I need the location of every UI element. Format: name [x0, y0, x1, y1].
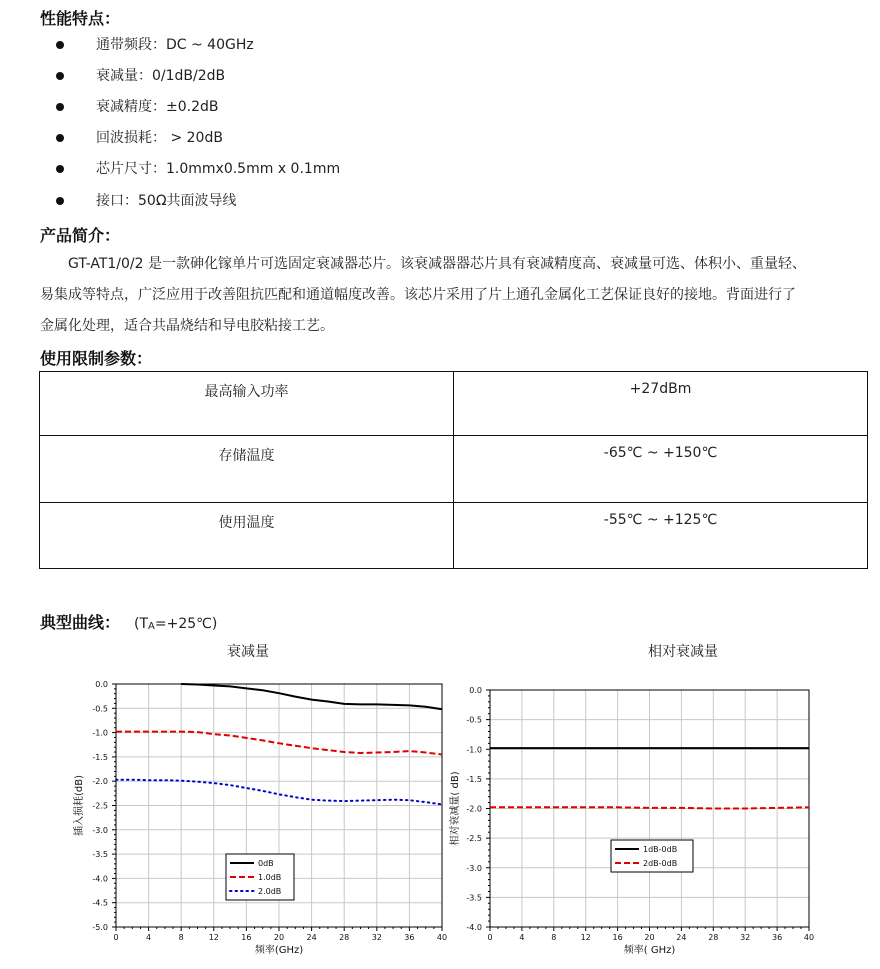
y-tick-label: -3.0: [92, 825, 108, 835]
limits-table: [39, 371, 868, 569]
limits-title: 使用限制参数：: [40, 349, 153, 368]
bullet-icon: [56, 41, 64, 49]
value-cell: -55℃ ~ +125℃: [454, 503, 868, 569]
x-tick-label: 16: [241, 933, 252, 942]
chart-title-relative-attenuation: 相对衰减量: [648, 644, 718, 660]
table-row: [40, 372, 868, 436]
table-row: [40, 436, 868, 503]
legend-label: 1.0dB: [258, 873, 282, 882]
y-tick-label: -4.5: [92, 898, 108, 908]
y-tick-label: -4.0: [92, 874, 108, 884]
bullet-icon: [56, 165, 64, 173]
y-tick-label: -0.5: [466, 715, 482, 725]
y-tick-label: -4.0: [466, 923, 482, 932]
y-tick-label: 0.0: [469, 686, 482, 695]
x-tick-label: 8: [551, 933, 557, 942]
typical-title: 典型曲线：: [40, 613, 121, 632]
x-tick-label: 36: [404, 933, 415, 942]
x-tick-label: 40: [803, 933, 815, 942]
intro-line: 易集成等特点，广泛应用于改善阻抗匹配和通道幅度改善。该芯片采用了片上通孔金属化工艺保证良好的接地。背面进行了: [40, 287, 796, 303]
value-cell: +27dBm: [454, 372, 868, 436]
param-cell: 存储温度: [40, 436, 454, 503]
y-tick-label: -1.0: [92, 728, 108, 738]
bullet-icon: [56, 134, 64, 142]
y-tick-label: -1.0: [466, 745, 482, 755]
x-tick-label: 20: [644, 933, 655, 942]
x-axis-label: 频率( GHz): [623, 945, 676, 956]
x-tick-label: 40: [436, 933, 448, 942]
y-tick-label: -0.5: [92, 704, 108, 714]
typical-title-row: [40, 610, 217, 633]
x-tick-label: 12: [208, 933, 219, 942]
x-tick-label: 20: [273, 933, 285, 942]
x-tick-label: 24: [676, 933, 687, 942]
y-tick-label: -5.0: [92, 923, 108, 932]
intro-line: 金属化处理，适合共晶烧结和导电胶粘接工艺。: [40, 318, 334, 334]
table-row: [40, 503, 868, 569]
x-tick-label: 4: [519, 933, 525, 942]
temperature-condition: $(T_A=+25℃)$: [134, 616, 218, 632]
x-tick-label: 36: [772, 933, 783, 942]
x-tick-label: 12: [580, 933, 591, 942]
value-cell: -65℃ ~ +150℃: [454, 436, 868, 503]
y-tick-label: -2.5: [92, 801, 108, 811]
chart-title-attenuation: 衰减量: [227, 644, 269, 660]
legend-label: 2.0dB: [258, 887, 282, 896]
relative-attenuation-chart: [446, 680, 826, 964]
y-tick-label: -3.5: [466, 893, 482, 903]
intro-paragraph: [40, 249, 860, 342]
param-cell: 使用温度: [40, 503, 454, 569]
intro-line: GT-AT1/0/2 是一款砷化镓单片可选固定衰减器芯片。该衰减器器芯片具有衰减精度高、衰减量可选、体积小、重量轻、: [68, 256, 807, 272]
legend-label: 0dB: [258, 859, 274, 868]
legend-label: 1dB-0dB: [643, 845, 678, 854]
x-tick-label: 8: [178, 933, 184, 942]
y-axis-label: 相对衰减量( dB): [450, 771, 461, 846]
x-tick-label: 4: [146, 933, 152, 942]
x-tick-label: 16: [612, 933, 623, 942]
x-tick-label: 0: [487, 933, 493, 942]
y-tick-label: -1.5: [466, 774, 482, 784]
y-tick-label: -3.0: [466, 863, 482, 873]
legend-label: 2dB-0dB: [643, 859, 678, 868]
bullet-icon: [56, 103, 64, 111]
y-tick-label: -3.5: [92, 850, 108, 860]
x-axis-label: 频率(GHz): [254, 945, 304, 956]
x-tick-label: 0: [113, 933, 119, 942]
y-tick-label: -1.5: [92, 752, 108, 762]
y-tick-label: -2.0: [466, 804, 482, 814]
y-tick-label: -2.0: [92, 777, 108, 787]
features-title: 性能特点：: [40, 9, 121, 28]
x-tick-label: 32: [740, 933, 751, 942]
y-axis-label: 插入损耗(dB): [74, 774, 85, 837]
param-cell: 最高输入功率: [40, 372, 454, 436]
x-tick-label: 28: [339, 933, 350, 942]
attenuation-chart: [70, 672, 460, 964]
bullet-icon: [56, 197, 64, 205]
x-tick-label: 24: [306, 933, 317, 942]
y-tick-label: -2.5: [466, 834, 482, 844]
y-tick-label: 0.0: [95, 680, 108, 689]
intro-title: 产品简介：: [40, 226, 121, 245]
bullet-icon: [56, 72, 64, 80]
x-tick-label: 32: [371, 933, 382, 942]
x-tick-label: 28: [708, 933, 719, 942]
